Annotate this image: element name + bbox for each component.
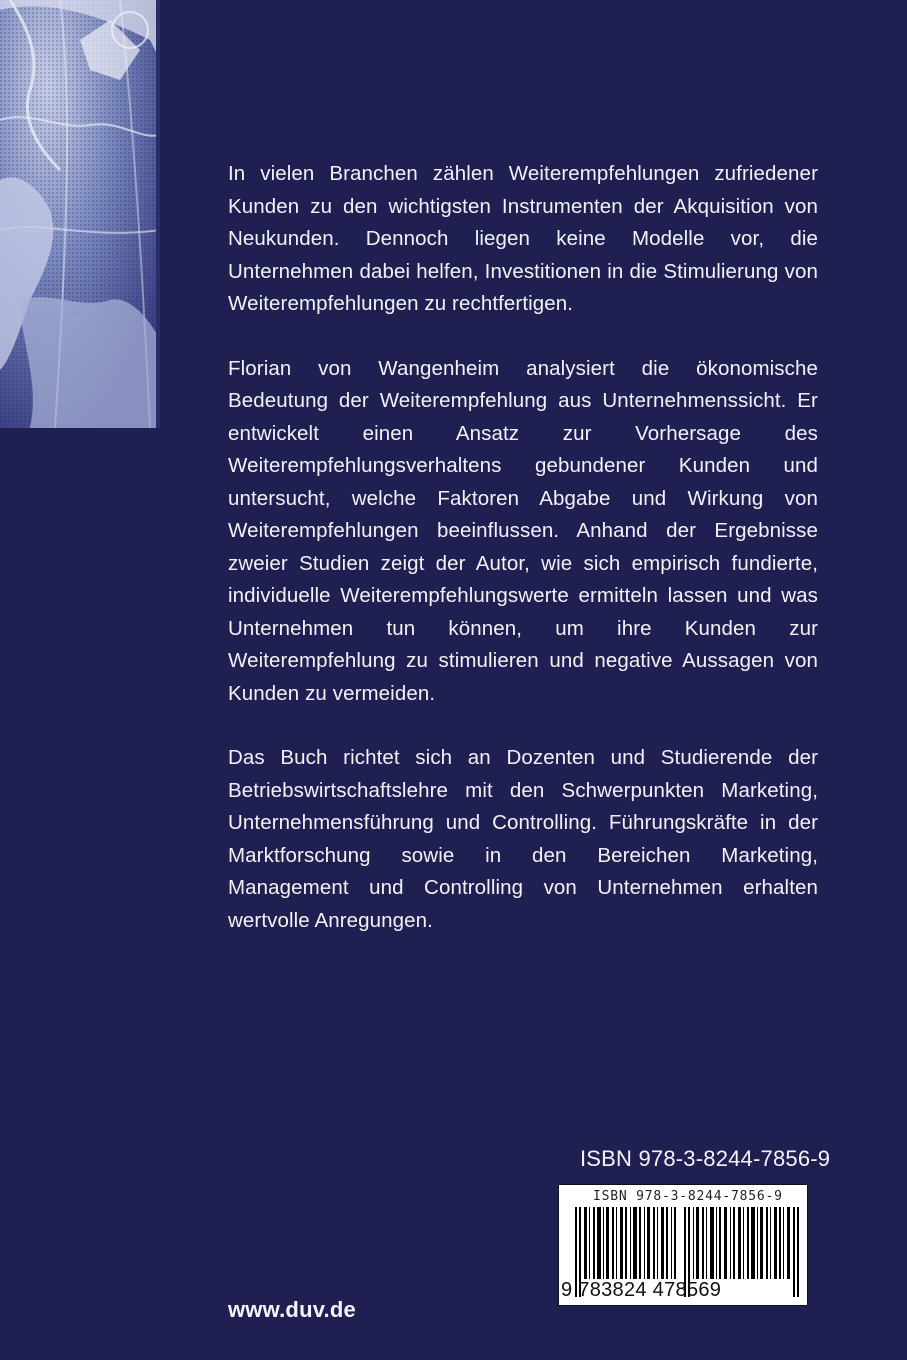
globe-image (0, 0, 160, 428)
paragraph-author: Florian von Wangenheim analysiert die ökonomische Bedeutung der Weiterempfehlung aus Unternehmenssicht. Er entwickelt einen Ansatz zur Vorhersage des Weiterempfehlungsverhaltens gebundener Kunden und untersucht, welche Faktoren Abgabe und Wirkung von Weiterempfehlungen beeinflussen. Anhand der Ergebnisse zweier Studien zeigt der Autor, wie sich empirisch fundierte, individuelle Weiterempfehlungswerte ermitteln lassen und was Unternehmen tun können, um ihre Kunden zur Weiterempfehlung zu stimulieren und negative Aussagen von Kunden zu vermeiden. (228, 356, 818, 705)
paragraph-audience: Das Buch richtet sich an Dozenten und Studierende der Betriebswirtschaftslehre mit den Schwerpunkten Marketing, Unternehmensführung und Controlling. Führungskräfte in der Marktforschung sowie in den Bereichen Marketing, Management und Controlling von Unternehmen erhalten wertvolle Anregungen. (228, 746, 818, 932)
barcode-image (558, 1184, 808, 1306)
publisher-url: www.duv.de (228, 1297, 356, 1322)
isbn-label: ISBN 978-3-8244-7856-9 (580, 1146, 831, 1171)
barcode-isbn-text: ISBN 978-3-8244-7856-9 (593, 1189, 783, 1204)
barcode-digits: 9 783824 478569 (561, 1279, 722, 1301)
description-text (228, 158, 818, 937)
paragraph-intro: In vielen Branchen zählen Weiterempfehlungen zufriedener Kunden zu den wichtigsten Instrumenten der Akquisition von Neukunden. Dennoch liegen keine Modelle vor, die Unternehmen dabei helfen, Investitionen in die Stimulierung von Weiterempfehlungen zu rechtfertigen. (228, 162, 818, 315)
